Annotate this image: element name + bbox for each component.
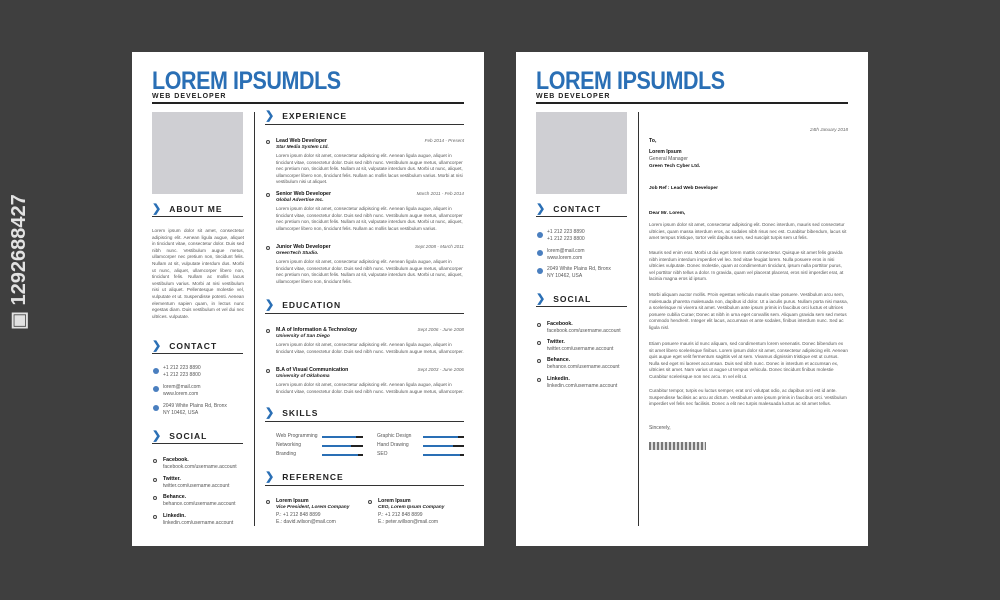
contact-web: www.lorem.com [163,391,199,397]
bullet-icon [266,193,270,197]
chevron-right-icon: ❯ [265,407,275,419]
reference-heading: ❯ REFERENCE [265,471,344,483]
reference-role: CEO, Lorem Ipsum Company [378,505,445,510]
degree-date: Sept 2006 - June 2008 [417,327,464,332]
bullet-icon [266,140,270,144]
social-link[interactable]: twitter.com/username.account [163,483,230,489]
contact-heading: ❯ CONTACT [152,340,218,352]
skill-label: Branding [276,451,297,457]
chevron-right-icon: ❯ [265,110,275,122]
job-title: Senior Web Developer [276,191,331,197]
degree-school: University of Oklahoma [276,374,330,379]
skill-label: SEO [377,451,388,457]
skills-rule [265,421,464,422]
resume-page [132,52,484,546]
column-divider [254,112,255,526]
degree-description: Lorem ipsum dolor sit amet, consectetur adipiscing elit. Aenean ligula augue, aliquet in tincidunt vitae, consectetur dolor. Duis sed nibh nunc. Vestibulum augue metus, ullamcorper. [276,382,464,394]
contact-web: www.lorem.com [547,255,583,261]
bullet-icon [153,459,157,463]
social-heading: ❯ SOCIAL [536,293,592,305]
contact-phone-1: +1 212 223 8890 [547,229,585,235]
recipient-company: Green Tech Cyber Ltd. [649,164,701,169]
social-link[interactable]: twitter.com/username.account [547,346,614,352]
bullet-icon [266,500,270,504]
reference-rule [265,485,464,486]
chevron-right-icon: ❯ [536,203,546,215]
bullet-icon [153,515,157,519]
contact-rule [152,353,243,354]
skill-bar-fill [322,454,358,456]
social-link[interactable]: facebook.com/username.account [163,464,237,470]
experience-rule [265,124,464,125]
degree-title: M.A of Information & Technology [276,327,357,333]
letter-closing: Sincerely, [649,425,671,431]
reference-role: Vice President, Lorem Company [276,505,350,510]
bullet-icon [537,359,541,363]
skill-label: Graphic Design [377,433,412,439]
skill-label: Web Programming [276,433,318,439]
letter-role: WEB DEVELOPER [536,93,611,100]
recipient-name: Lorem Ipsum [649,149,682,155]
location-icon [153,405,159,411]
bullet-icon [537,323,541,327]
adobe-stock-logo-icon: ▣ [8,311,30,330]
bullet-icon [266,246,270,250]
job-title: Lead Web Developer [276,138,327,144]
header-rule [152,102,464,104]
reference-name: Lorem Ipsum [378,498,411,504]
education-heading: ❯ EDUCATION [265,299,342,311]
skill-bar-fill [423,445,453,447]
chevron-right-icon: ❯ [152,430,162,442]
job-date: Feb 2014 - Present [424,138,464,143]
stock-id-watermark [6,194,31,330]
job-company: Star Media System Ltd. [276,145,329,150]
job-title: Junior Web Developer [276,244,331,250]
bullet-icon [266,329,270,333]
recipient-position: General Manager [649,156,688,162]
email-icon [537,250,543,256]
cover-letter-page [516,52,868,546]
about-heading: ❯ ABOUT ME [152,203,223,215]
resume-role: WEB DEVELOPER [152,93,227,100]
contact-address-1: 2049 White Plains Rd, Bronx [163,403,227,409]
skill-bar-fill [423,454,460,456]
social-link[interactable]: behance.com/username.account [163,501,236,507]
bullet-icon [153,496,157,500]
skill-bar-fill [423,436,458,438]
contact-email: lorem@mail.com [547,248,585,254]
skill-bar-fill [322,436,356,438]
social-name: Linkedin. [547,376,570,382]
social-link[interactable]: linkedin.com/username.account [163,520,234,526]
social-rule [152,443,243,444]
social-link[interactable]: behance.com/username.account [547,364,620,370]
reference-name: Lorem Ipsum [276,498,309,504]
contact-email: lorem@mail.com [163,384,201,390]
resume-name: LOREM IPSUMDLS [152,67,341,95]
job-date: Sept 2008 - March 2011 [415,244,464,249]
social-link[interactable]: facebook.com/username.account [547,328,621,334]
job-description: Lorem ipsum dolor sit amet, consectetur adipiscing elit. Aenean ligula augue, aliquet in tincidunt vitae, consectetur dolor. Duis sed nibh nunc. Vestibulum augue metus, ullamcorper nec pretium non, tincidunt felis. Nullam at sit, vulputate interdum dus. Morbi ut nunc, aliquet, ullamcorper libero non, tincidunt felis. Nullam ac mollis lacus vestibulum varius. [276,206,463,231]
social-name: Behance. [163,494,187,500]
job-description: Lorem ipsum dolor sit amet, consectetur adipiscing elit. Aenean ligula augue, aliquet in tincidunt vitae, consectetur dolor. Duis sed nibh nunc. Vestibulum augue metus, ullamcorper nec pretium non, tincidunt felis. Nullam at sit, vulputate interdum dus. Morbi ut nunc, aliquet, ullamcorper libero non, tincidunt felis. Nullam ac mollis lacus vestibulum varius. Morbi at nisi vestibulum nisi ut aliquet. [276,153,463,185]
reference-phone: P.: +1 212 848 8899 [276,512,321,518]
contact-phone-1: +1 212 223 8890 [163,365,201,371]
letter-salutation: Dear Mr. Lorem, [649,211,686,216]
degree-school: University of San Diego [276,334,330,339]
letter-date: 24th January 2018 [809,127,848,132]
phone-icon [537,232,543,238]
skills-heading: ❯ SKILLS [265,407,319,419]
bullet-icon [368,500,372,504]
job-company: GreenTech Studio. [276,251,319,256]
contact-phone-2: +1 212 223 8800 [547,236,585,242]
phone-icon [153,368,159,374]
social-name: Behance. [547,357,571,363]
reference-phone: P.: +1 212 848 8899 [378,512,423,518]
about-rule [152,216,243,217]
profile-photo-placeholder [152,112,243,194]
chevron-right-icon: ❯ [536,293,546,305]
degree-date: Sept 2003 - June 2006 [417,367,464,372]
skill-label: Networking [276,442,302,448]
social-name: Twitter. [547,339,565,345]
reference-email: E.: peter.willson@mail.com [378,519,439,525]
contact-heading: ❯ CONTACT [536,203,602,215]
social-heading: ❯ SOCIAL [152,430,208,442]
chevron-right-icon: ❯ [152,203,162,215]
social-name: Facebook. [163,457,189,463]
social-name: Twitter. [163,476,181,482]
profile-photo-placeholder [536,112,627,194]
job-date: March 2011 - Feb 2014 [416,191,464,196]
job-reference: Job Ref : Lead Web Developer [649,186,718,191]
contact-phone-2: +1 212 223 8800 [163,372,201,378]
skill-label: Hand Drawing [377,442,409,448]
degree-title: B.A of Visual Communication [276,367,349,373]
letter-name: LOREM IPSUMDLS [536,67,725,95]
email-icon [153,386,159,392]
chevron-right-icon: ❯ [265,299,275,311]
contact-rule [536,216,627,217]
social-name: Facebook. [547,321,573,327]
contact-address-2: NY 10462, USA [163,410,199,416]
stock-id-text: 1292688427 [8,194,30,306]
experience-heading: ❯ EXPERIENCE [265,110,348,122]
reference-email: E.: david.wilson@mail.com [276,519,336,525]
about-text: Lorem ipsum dolor sit amet, consectetur adipiscing elit. Aenean ligula augue, aliquet in tincidunt vitae, consectetur dolor. Duis sed nibh nunc. Vestibulum augue metus, ullamcorper nec pretium non, tincidunt felis. Nullam at sit, vulputate interdum dus. Morbi ut nunc, aliquet, ullamcorper libero non, tincidunt felis. Nullam ac mollis lacus vestibulum varius. Morbi at nisi vestibulum nisi ut aliquet. Pellentesque molestie vel, vulputate et ut. Suspendisse potenti. Aenean elementum sapien quam, in lectus nunc egestas diam. Duis vestibulum et vel dui nec ultrices. vulputate. [152,228,244,319]
bullet-icon [153,478,157,482]
header-rule [536,102,848,104]
job-company: Global Advertise Inc. [276,198,324,203]
letter-paragraph: Morbi aliquam auctor mollis. Proin egestas vehicula mauris vitae posuere. Vestibulum arcu sem, malesuada pharetra malesuada non, dapibus id dolor. Ut a iaculis purus. Nullam porta nisi massa, a scelerisque mi viverra sit amet. Vestibulum ante ipsum primis in faucibus orci luctus et ultrices posuere cubilia Curae; Donec at nibh in urna eget convallis sem. Aliquam gravida sem sed metus commodo hendrerit. Integer elit lacus, accumsan et ante sodales, finibus interdum nunc. Sed ac ligula nisl. [649,292,848,330]
letter-to: To, [649,138,657,144]
letter-paragraph: Mauris sed enim erat. Morbi ut dui eget lorem mattis consectetur. Quisque sit amet felis gravida nibh interdum interdum imperdiet vel leo. Sed vitae feugiat lorem. Nulla posuere eros in nisi ultricies vulputate. Donec molestie, quam at condimentum tincidunt, ipsum nulla porttitor purus, vel porttitor nibh tellus a dolor. In gravida, quam vel placerat placerat, eros nisl imperdiet erat, at lacinia magna eros id ipsum. [649,250,844,282]
letter-paragraph: Curabitur tempor, turpis eu luctus semper, erat orci volutpat odio, ac dapibus orci est id ante. Suspendisse facilisis ac arcu at dictum. Vestibulum ante ipsum primis in faucibus orci. Vestibulum imperdiet vel felis nec facilisis. Donec a elit nec turpis malesuada luctus ac sit amet tellus. [649,388,847,407]
job-description: Lorem ipsum dolor sit amet, consectetur adipiscing elit. Aenean ligula augue, aliquet in tincidunt vitae, consectetur dolor. Duis sed nibh nunc. Vestibulum augue metus, ullamcorper nec pretium non, tincidunt felis. Nullam at sit, vulputate interdum dus. Morbi ut nunc, aliquet, ullamcorper libero non, tincidunt felis. [276,259,463,284]
letter-paragraph: Lorem ipsum dolor sit amet, consectetur adipiscing elit. Donec interdum, mauris sed consectetur ultricies, quam massa interdum eros, ac sodales nibh risus nec est. Curabitur bibendum, lacus sit amet tempus tristique, tortor velit dapibus sem, sed suscipit turpis sem ut felis. [649,222,847,241]
social-link[interactable]: linkedin.com/username.account [547,383,618,389]
chevron-right-icon: ❯ [265,471,275,483]
social-rule [536,306,627,307]
bullet-icon [537,378,541,382]
bullet-icon [266,369,270,373]
skill-bar-fill [322,445,351,447]
letter-paragraph: Etiam posuere mauris id nunc aliquam, sed condimentum lorem venenatis. Donec bibendum ex sit amet libero scelerisque finibus. Lorem ipsum dolor sit amet, consectetur adipiscing elit. Aenean quis augue eget velit fermentum sagittis vel at sem. Vivamus dignissim tristique est ut cursus. Nulla sed eget mi laoreet accumsan. Duis sed nibh nunc. Donec in interdum et accumsan ex, ultricies sit amet. Nam varius ut augue ut tempus vehicula. Donec tincidunt finibus molestie Curabitur scelerisque non nec arcu. In vel elit ut. [649,341,848,379]
signature-scribble [649,442,706,450]
location-icon [537,268,543,274]
contact-address-2: NY 10462, USA [547,273,583,279]
column-divider [638,112,639,526]
education-rule [265,313,464,314]
bullet-icon [537,341,541,345]
contact-address-1: 2049 White Plains Rd, Bronx [547,266,611,272]
chevron-right-icon: ❯ [152,340,162,352]
social-name: Linkedin. [163,513,186,519]
degree-description: Lorem ipsum dolor sit amet, consectetur adipiscing elit. Aenean ligula augue, aliquet in tincidunt vitae, consectetur dolor. Duis sed nibh nunc. Vestibulum augue metus, ullamcorper. [276,342,464,354]
